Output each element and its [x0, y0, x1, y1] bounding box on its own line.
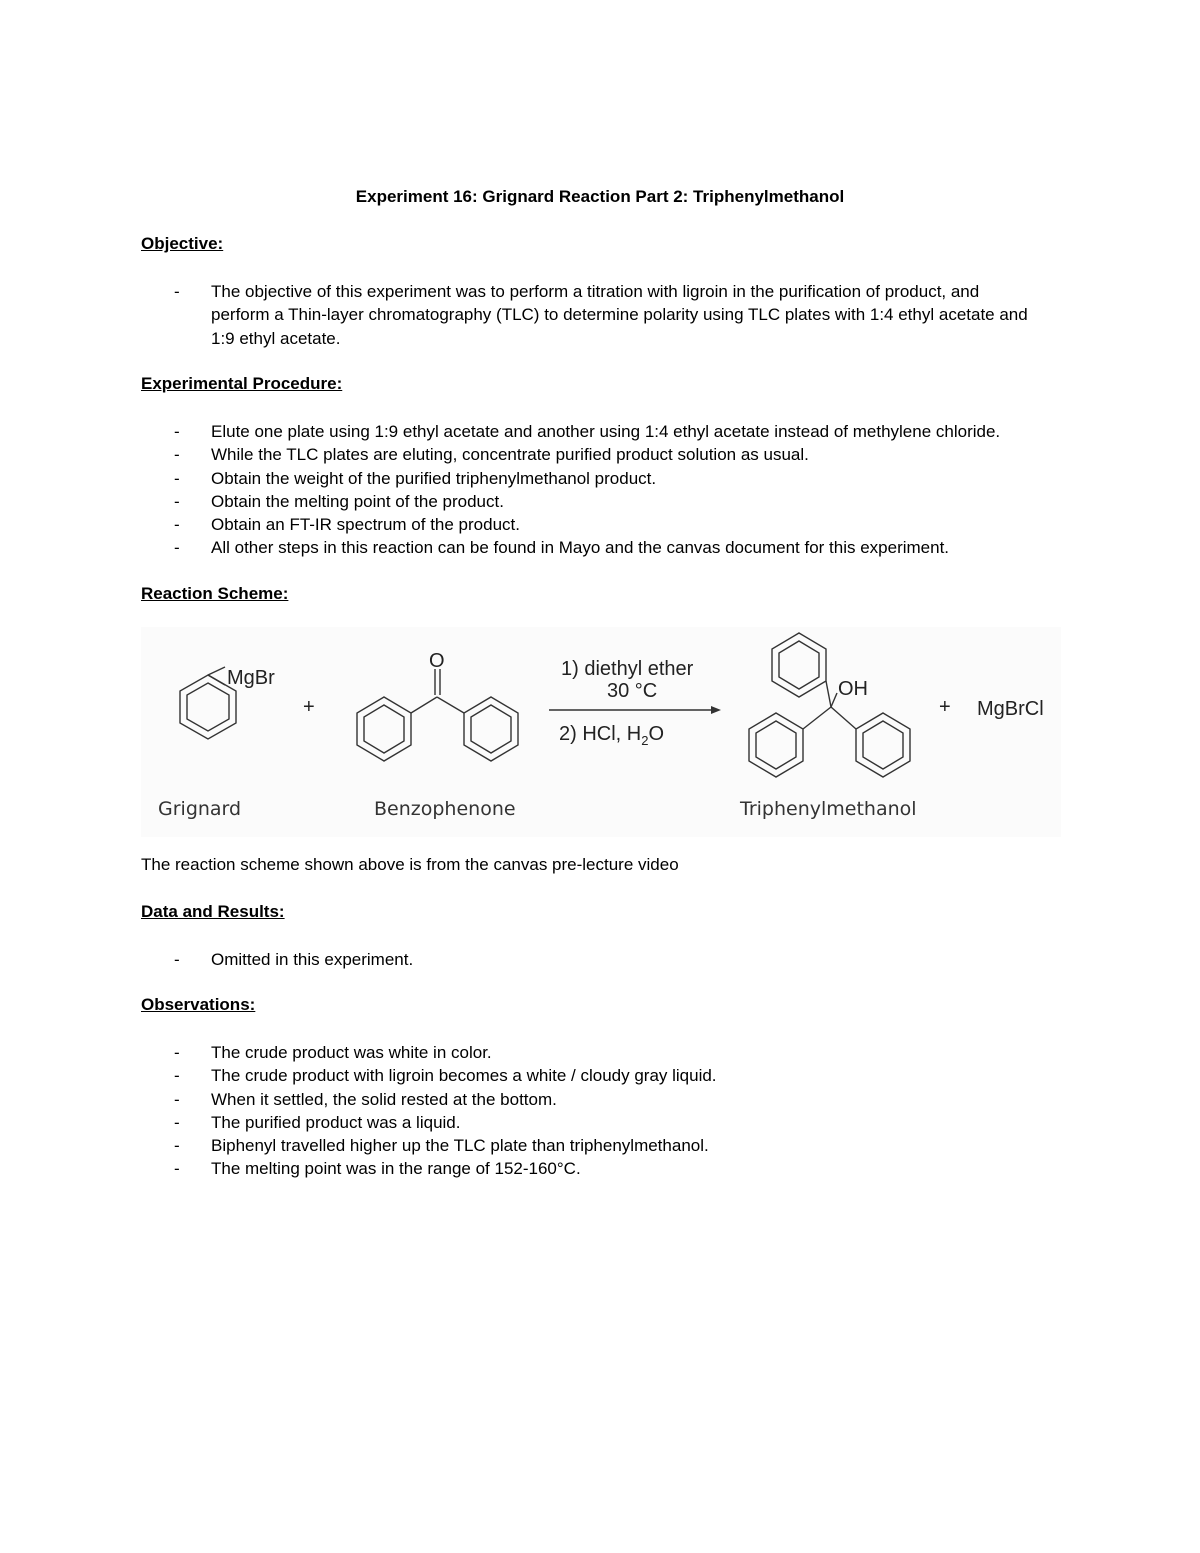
condition-temp: 30 °C — [607, 680, 658, 702]
list-item — [141, 1041, 1031, 1064]
condition-acid: 2) HCl, $H_2O$ — [559, 723, 665, 748]
bullet-dash: - — [174, 1112, 180, 1132]
bullet-dash: - — [174, 1089, 180, 1109]
procedure-step: Obtain the melting point of the product. — [211, 491, 504, 511]
plus-sign-2: + — [939, 696, 951, 718]
carbonyl-oxygen: O — [429, 650, 445, 672]
observation-text: The crude product was white in color. — [211, 1043, 492, 1062]
bullet-dash: - — [174, 515, 180, 535]
list-item — [141, 443, 1031, 466]
procedure-step: While the TLC plates are eluting, concentrate purified product solution as usual. — [211, 445, 809, 465]
bullet-dash: - — [174, 1159, 180, 1179]
condition-solvent: 1) diethyl ether — [561, 658, 694, 680]
observations-heading: Observations: — [141, 995, 256, 1014]
bullet-dash: - — [174, 491, 180, 511]
objective-text: The objective of this experiment was to perform a titration with ligroin in the purification of product, and perform a Thin-layer chromatography (TLC) to determine polarity using TLC plates with 1:4 ethyl acetate and 1:9 ethyl acetate. — [211, 282, 1028, 348]
observation-text: When it settled, the solid rested at the bottom. — [211, 1089, 557, 1109]
observation-text: The crude product with ligroin becomes a white / cloudy gray liquid. — [211, 1066, 717, 1086]
list-item — [141, 1111, 1031, 1134]
procedure-list — [141, 420, 1031, 560]
list-item — [141, 467, 1031, 490]
list-item — [141, 948, 1031, 971]
observation-text: Biphenyl travelled higher up the TLC plate than triphenylmethanol. — [211, 1136, 709, 1156]
bullet-dash: - — [174, 538, 180, 558]
scheme-caption: The reaction scheme shown above is from the canvas pre-lecture video — [141, 855, 679, 874]
list-item — [141, 1088, 1031, 1111]
procedure-step: All other steps in this reaction can be found in Mayo and the canvas document for this experiment. — [211, 538, 950, 558]
procedure-step: Obtain an FT-IR spectrum of the product. — [211, 515, 520, 535]
observation-text: The purified product was a liquid. — [211, 1112, 461, 1132]
bullet-dash: - — [174, 1066, 180, 1086]
list-item — [141, 1134, 1031, 1157]
bullet-dash: - — [174, 1043, 180, 1062]
objective-heading: Objective: — [141, 234, 224, 253]
hydroxyl-label: OH — [838, 678, 868, 700]
reaction-scheme-figure — [141, 627, 1061, 837]
bullet-dash: - — [174, 422, 180, 441]
procedure-step: Obtain the weight of the purified triphenylmethanol product. — [211, 468, 657, 488]
label-grignard: Grignard — [158, 798, 242, 820]
reaction-scheme-svg — [141, 627, 1061, 837]
observations-list — [141, 1041, 1031, 1181]
plus-sign-1: + — [303, 696, 315, 718]
bullet-dash: - — [174, 468, 180, 488]
list-item — [141, 280, 1031, 350]
observation-text: The melting point was in the range of 152-160°C. — [211, 1159, 581, 1179]
list-item — [141, 420, 1031, 443]
list-item — [141, 513, 1031, 536]
scheme-heading: Reaction Scheme: — [141, 584, 289, 603]
list-item — [141, 536, 1031, 559]
data-results-list — [141, 948, 1031, 971]
data-results-heading: Data and Results: — [141, 902, 285, 921]
bullet-dash: - — [174, 445, 180, 465]
bullet-dash: - — [174, 282, 180, 301]
byproduct-mgbrcl: MgBrCl — [977, 698, 1044, 720]
bullet-dash: - — [174, 1136, 180, 1156]
label-benzophenone: Benzophenone — [374, 798, 516, 820]
bullet-dash: - — [174, 950, 180, 969]
list-item — [141, 1064, 1031, 1087]
procedure-heading: Experimental Procedure: — [141, 374, 343, 393]
objective-list — [141, 280, 1031, 350]
list-item — [141, 490, 1031, 513]
reagent-mgbr: MgBr — [227, 667, 275, 689]
data-results-text: Omitted in this experiment. — [211, 950, 414, 969]
procedure-step: Elute one plate using 1:9 ethyl acetate and another using 1:4 ethyl acetate instead of methylene chloride. — [211, 422, 1001, 441]
list-item — [141, 1157, 1031, 1180]
label-triphenylmethanol: Triphenylmethanol — [740, 798, 917, 820]
page-title: Experiment 16: Grignard Reaction Part 2: Triphenylmethanol — [355, 187, 845, 206]
